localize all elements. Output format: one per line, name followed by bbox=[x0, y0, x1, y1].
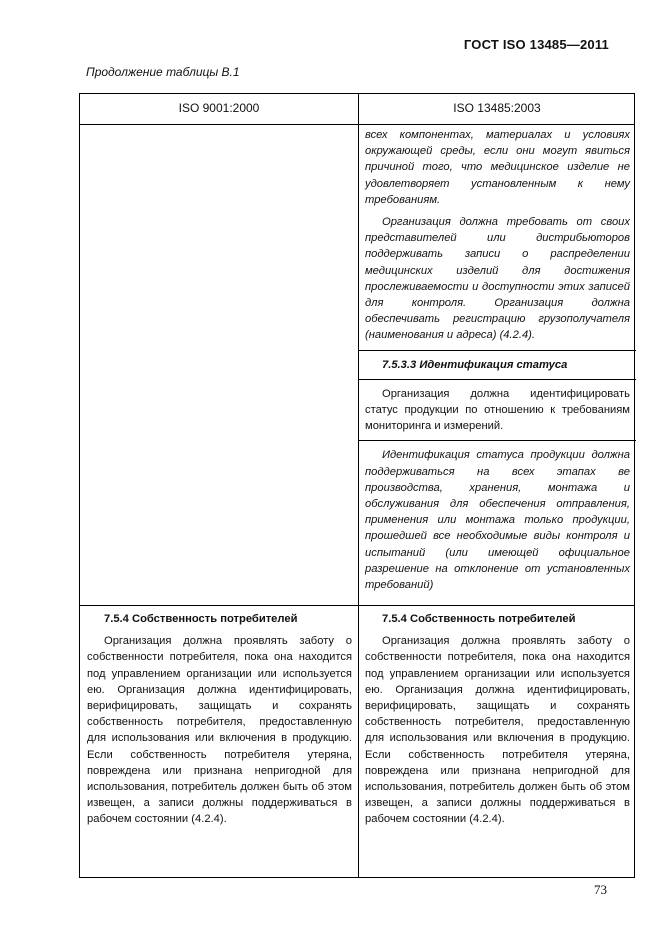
row-divider bbox=[80, 605, 634, 606]
column-divider bbox=[358, 94, 359, 877]
paragraph-status-identification: Организация должна идентифицировать статус продукции по отношению к требованиям мониторинга и измерений. bbox=[365, 387, 630, 433]
cell-separator bbox=[359, 350, 636, 351]
paragraph-customer-property-right: Организация должна проявлять заботу о собственности потребителя, пока она находится под управлением организации или используется ею. Организация должна идентифицировать, верифицировать, защищать и сохранять собственность потребителя, предоставленную для использования или включения в продукцию. Если собственность потребителя утеряна, повреждена или признана непригодной для использования, потребитель должен быть об этом извещен, а записи должны поддерживаться в рабочем состоянии (4.2.4). bbox=[365, 635, 630, 826]
section-heading-7-5-4-right: 7.5.4 Собственность потребителей bbox=[382, 613, 576, 625]
table-caption: Продолжение таблицы В.1 bbox=[86, 65, 240, 79]
document-code: ГОСТ ISO 13485—2011 bbox=[463, 37, 609, 52]
cell-separator bbox=[359, 379, 636, 380]
column-header-iso9001: ISO 9001:2000 bbox=[178, 101, 260, 115]
cell-separator bbox=[359, 440, 636, 441]
paragraph-status-maintenance: Идентификация статуса продукции должна поддерживаться на всех этапах ве производства, хранения, монтажа и обслуживания для обеспечения отправления, применения или монтажа только продукции, прошедшей все необходимые виды контроля и испытаний (или имеющей официальное разрешение на отклонение от установленных требований) bbox=[365, 449, 630, 592]
section-heading-7-5-4-left: 7.5.4 Собственность потребителей bbox=[104, 613, 298, 625]
paragraph-customer-property-left: Организация должна проявлять заботу о собственности потребителя, пока она находится под управлением организации или используется ею. Организация должна идентифицировать, верифицировать, защищать и сохранять собственность потребителя, предоставленную для использования или включения в продукцию. Если собственность потребителя утеряна, повреждена или признана непригодной для использования, потребитель должен быть об этом извещен, а записи должны поддерживаться в рабочем состоянии (4.2.4). bbox=[87, 635, 352, 826]
column-header-iso13485: ISO 13485:2003 bbox=[453, 101, 541, 115]
comparison-table bbox=[79, 93, 635, 878]
paragraph-distributor-records: Организация должна требовать от своих представителей или дистрибьюторов поддерживать записи о распределении медицинских изделий для достижения прослеживаемости и доступности этих записей для контроля. Организация должна обеспечивать регистрацию грузополучателя (наименования и адреса) (4.2.4). bbox=[365, 216, 630, 342]
section-heading-7-5-3-3: 7.5.3.3 Идентификация статуса bbox=[382, 358, 568, 371]
paragraph-traceability-end: всех компонентах, материалах и условиях окружающей среды, если они могут явиться причиной того, что медицинское изделие не удовлетворяет установленным к нему требованиям. bbox=[365, 129, 630, 206]
row2-left-cell bbox=[87, 611, 352, 834]
row2-right-cell bbox=[365, 611, 630, 834]
row1-right-cell bbox=[365, 127, 630, 599]
page-number: 73 bbox=[594, 882, 607, 897]
header-divider bbox=[80, 124, 634, 125]
